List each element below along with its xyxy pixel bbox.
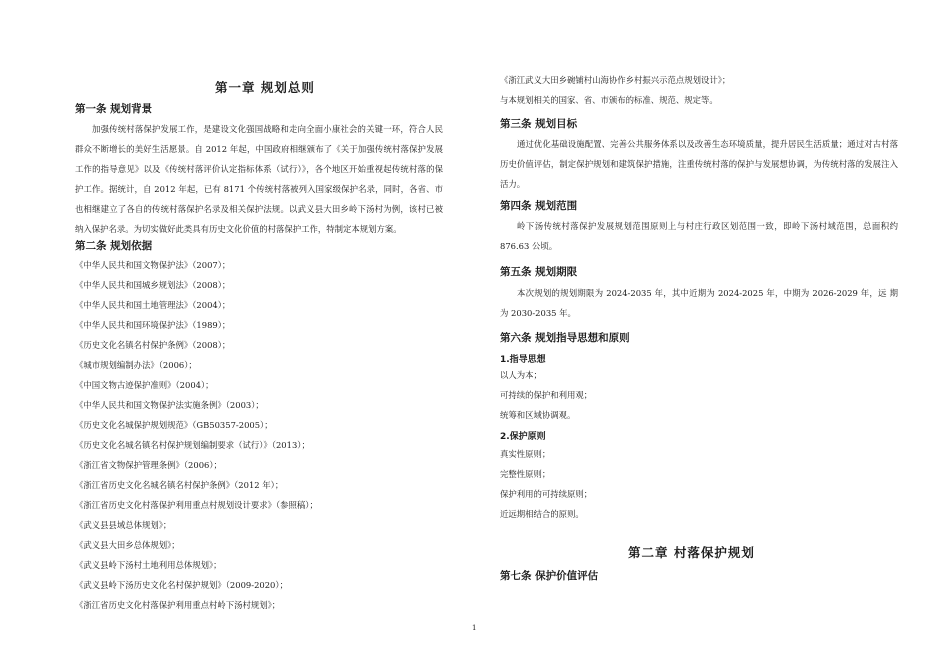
basis-item: 《中华人民共和国城乡规划法》（2008）； bbox=[75, 280, 231, 290]
page-number: 1 bbox=[472, 624, 477, 632]
guide-item: 统筹和区域协调观。 bbox=[500, 410, 576, 420]
protection-principles-list bbox=[500, 444, 592, 524]
basis-item: 《浙江省文物保护管理条例》（2006）； bbox=[75, 460, 222, 470]
article-7-title: 第七条 保护价值评估 bbox=[500, 570, 599, 582]
basis-item: 《浙江省历史文化村落保护利用重点村规划设计要求》（参照稿）； bbox=[75, 500, 318, 510]
article-4-title: 第四条 规划范围 bbox=[500, 200, 578, 212]
basis-item: 《历史文化名城保护规划规范》（GB50357-2005）； bbox=[75, 420, 273, 430]
basis-item: 《中华人民共和国土地管理法》（2004）； bbox=[75, 300, 231, 310]
guiding-thought-heading: 1.指导思想 bbox=[500, 355, 546, 365]
basis-item: 《历史文化名城名镇名村保护规划编制要求（试行）》（2013）； bbox=[75, 440, 310, 450]
guide-item: 可持续的保护和利用观； bbox=[500, 390, 593, 400]
principle-item: 真实性原则； bbox=[500, 449, 551, 459]
article-3-paragraph: 通过优化基础设施配置、完善公共服务体系以及改善生态环境质量，提升居民生活质量；通过对古村落历史价值评估，制定保护规划和建筑保护措施，注重传统村落的保护与发展想协调，为传统村落的发展注入活力。 bbox=[500, 139, 898, 189]
protection-principles-heading: 2.保护原则 bbox=[500, 432, 546, 442]
basis-continued-1: 《浙江武义大田乡碗铺村山海协作乡村振兴示范点规划设计》； bbox=[500, 75, 731, 85]
basis-item: 《浙江省历史文化名城名镇名村保护条例》（2012 年）； bbox=[75, 480, 284, 490]
basis-item: 《城市规划编制办法》（2006）； bbox=[75, 360, 197, 370]
basis-list bbox=[75, 255, 318, 615]
basis-continued-2: 与本规划相关的国家、省、市颁布的标准、规范、规定等。 bbox=[500, 95, 718, 105]
chapter-1-title: 第一章 规划总则 bbox=[215, 80, 315, 95]
basis-item: 《历史文化名镇名村保护条例》（2008）； bbox=[75, 340, 231, 350]
guide-item: 以人为本； bbox=[500, 370, 542, 380]
basis-item: 《武义县县域总体规划》； bbox=[75, 520, 172, 530]
guiding-thought-list bbox=[500, 365, 592, 425]
article-6-title: 第六条 规划指导思想和原则 bbox=[500, 332, 630, 344]
article-2-title: 第二条 规划依据 bbox=[75, 240, 153, 252]
basis-item: 《武义县大田乡总体规划》； bbox=[75, 540, 180, 550]
article-3-title: 第三条 规划目标 bbox=[500, 118, 578, 130]
basis-item: 《武义县岭下汤村土地利用总体规划》； bbox=[75, 560, 222, 570]
principle-item: 近远期相结合的原则。 bbox=[500, 509, 584, 519]
article-1-paragraph: 加强传统村落保护发展工作，是建设文化强国战略和走向全面小康社会的关键一环，符合人民群众不断增长的美好生活愿景。自 2012 年起，中国政府相继颁布了《关于加强传统村落保护发展工作的指导意见》以及《传统村落评价认定指标体系（试行）》，各个地区开始重视起传统村落的保护工作。据统计，自 2012 年起，已有 8171 个传统村落被列入国家级保护名录，同时，各省、市也相继建立了各自的传统村落保护名录及相关保护法规。以武义县大田乡岭下汤村为例，该村已被纳入保护名录。为切实做好此类具有历史文化价值的村落保护工作，特制定本规划方案。 bbox=[75, 124, 443, 234]
basis-item: 《武义县岭下汤历史文化名村保护规划》（2009-2020）； bbox=[75, 580, 288, 590]
principle-item: 完整性原则； bbox=[500, 469, 551, 479]
basis-item: 《中国文物古迹保护准则》（2004）； bbox=[75, 380, 214, 390]
basis-item: 《浙江省历史文化村落保护利用重点村岭下汤村规划》； bbox=[75, 600, 281, 610]
article-5-title: 第五条 规划期限 bbox=[500, 266, 578, 278]
basis-item: 《中华人民共和国文物保护法》（2007）； bbox=[75, 260, 231, 270]
principle-item: 保护利用的可持续原则； bbox=[500, 489, 593, 499]
article-1-title: 第一条 规划背景 bbox=[75, 103, 153, 115]
basis-item: 《中华人民共和国环境保护法》（1989）； bbox=[75, 320, 231, 330]
article-5-paragraph: 本次规划的规划期限为 2024-2035 年，其中近期为 2024-2025 年，中期为 2026-2029 年，远 期为 2030-2035 年。 bbox=[500, 288, 898, 318]
article-4-paragraph: 岭下汤传统村落保护发展规划范围原则上与村庄行政区划范围一致，即岭下汤村域范围，总面积约 876.63 公顷。 bbox=[500, 221, 898, 251]
basis-item: 《中华人民共和国文物保护法实施条例》（2003）； bbox=[75, 400, 264, 410]
chapter-2-title: 第二章 村落保护规划 bbox=[628, 545, 755, 560]
